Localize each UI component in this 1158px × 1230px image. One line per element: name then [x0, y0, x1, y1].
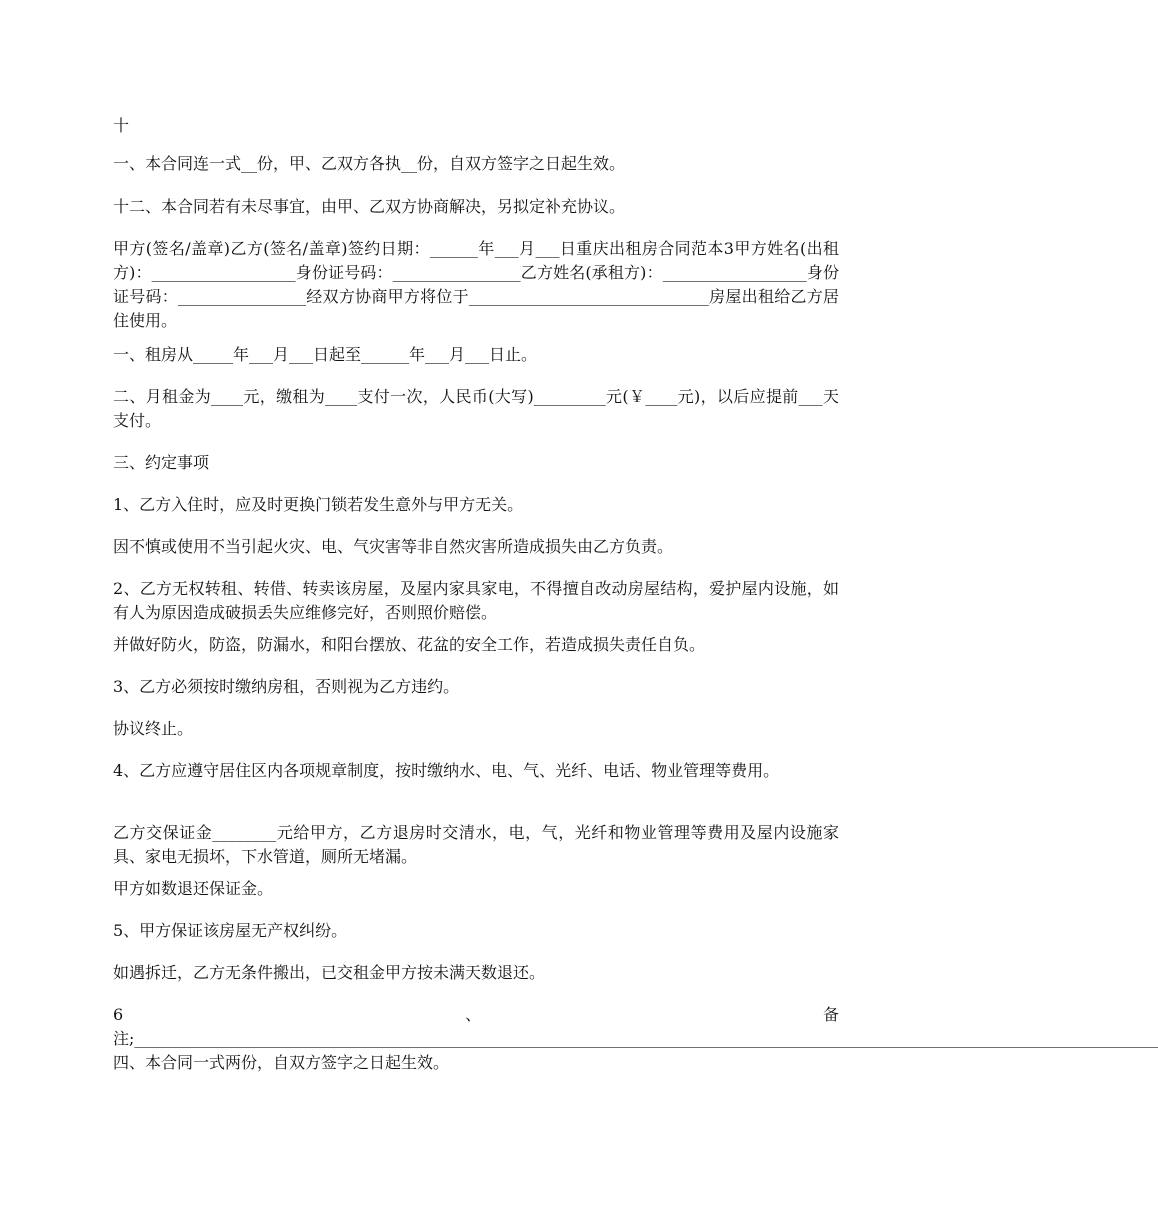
item-1-fire: 因不慎或使用不当引起火灾、电、气灾害等非自然灾害所造成损失由乙方负责。: [113, 537, 674, 556]
item-3-rent: 3、乙方必须按时缴纳房租，否则视为乙方违约。: [113, 677, 460, 696]
item-2-sublet: 2、乙方无权转租、转借、转卖该房屋，及屋内家具家电，不得擅自改动房屋结构，爱护屋内设施，如有人为原因造成破损丢失应维修完好，否则照价赔偿。: [113, 579, 839, 622]
item-3-termination: 协议终止。: [113, 719, 194, 738]
item-5-title: 5、甲方保证该房屋无产权纠纷。: [113, 921, 348, 940]
item-4-rules: 4、乙方应遵守居住区内各项规章制度，按时缴纳水、电、气、光纤、电话、物业管理等费用。: [113, 761, 780, 780]
section-agreed-matters: 三、约定事项: [113, 453, 210, 472]
clause-rent-payment: 二、月租金为____元，缴租为____支付一次，人民币(大写)_________元(￥____元)，以后应提前___天支付。: [113, 387, 839, 430]
item-4-deposit: 乙方交保证金________元给甲方，乙方退房时交清水，电，气，光纤和物业管理等费用及屋内设施家具、家电无损坏，下水管道，厕所无堵漏。: [113, 823, 839, 866]
clause-copies: 一、本合同连一式__份，甲、乙双方各执__份，自双方签字之日起生效。: [113, 154, 626, 173]
item-2-safety: 并做好防火，防盗，防漏水，和阳台摆放、花盆的安全工作，若造成损失责任自负。: [113, 635, 706, 654]
item-4-refund: 甲方如数退还保证金。: [113, 879, 274, 898]
item-6-remarks: 6、备注;________________________________________________________________________________________________________________________________四、本合同一式两份，自双方签字之日起生效。: [113, 1005, 1158, 1072]
item-5-demolition: 如遇拆迁，乙方无条件搬出，已交租金甲方按未满天数退还。: [113, 963, 546, 982]
item-1-lock: 1、乙方入住时，应及时更换门锁若发生意外与甲方无关。: [113, 495, 524, 514]
section-heading-ten: 十: [113, 116, 130, 135]
clause-supplementary: 十二、本合同若有未尽事宜，由甲、乙双方协商解决，另拟定补充协议。: [113, 197, 626, 216]
parties-signature-block: 甲方(签名/盖章)乙方(签名/盖章)签约日期：______年___月___日重庆出租房合同范本3甲方姓名(出租方)：__________________身份证号码：________________乙方姓名(承租方)：__________________身份证号码：________________经双方协商甲方将位于______________________________房屋出租给乙方居住使用。: [113, 239, 839, 330]
clause-rental-period: 一、租房从_____年___月___日起至______年___月___日止。: [113, 345, 538, 364]
